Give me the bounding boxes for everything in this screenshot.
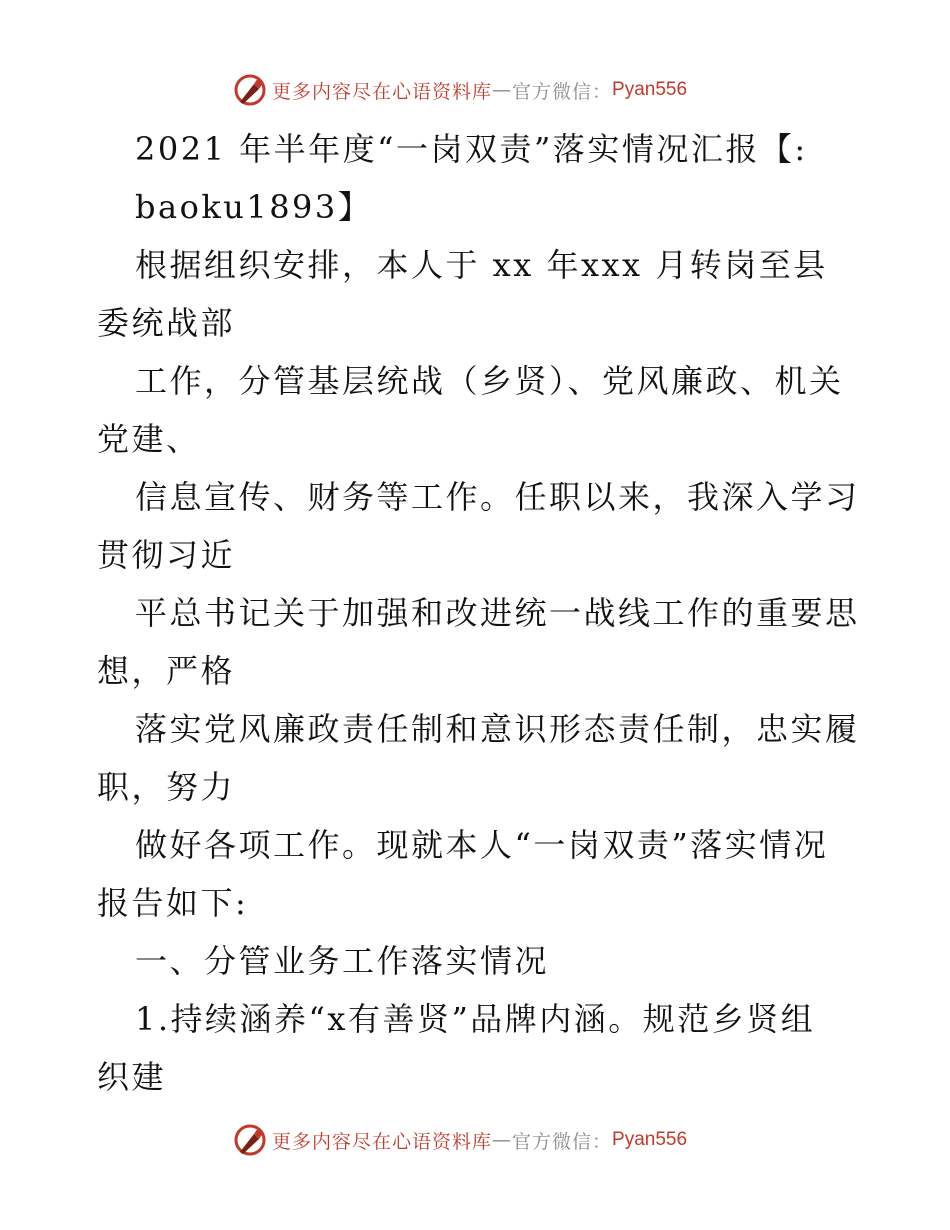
paragraph-wrap: 织建 [97,1058,167,1096]
header-watermark [232,70,687,110]
paragraph-5 [97,700,860,816]
document-title [97,120,857,236]
watermark-wechat-label: 官方微信： [512,1130,613,1153]
paragraph-6 [97,816,857,932]
paragraph-2 [97,352,857,468]
paragraph-wrap: 委统战部 [97,304,236,342]
paragraph-wrap: 党建、 [97,420,201,458]
paragraph-8 [97,990,857,1106]
paragraph-line: 根据组织安排，本人于 xx 年xxx 月转岗至县 [135,246,828,284]
paragraph-line: 落实党风廉政责任制和意识形态责任制，忠实履 [135,710,860,748]
paragraph-wrap: 职，努力 [97,768,236,806]
paragraph-1 [97,236,857,352]
paragraph-4 [97,584,860,700]
section-heading-text: 一、分管业务工作落实情况 [135,942,550,980]
paragraph-line: 工作，分管基层统战（乡贤）、党风廉政、机关 [135,362,844,400]
pen-nib-logo-icon [232,72,268,108]
watermark-dash: — [492,79,513,101]
paragraph-line: 做好各项工作。现就本人“一岗双责”落实情况 [135,826,829,864]
paragraph-wrap: 想，严格 [97,652,236,690]
paragraph-wrap: 报告如下: [97,884,249,922]
title-line-1: 2021 年半年度“一岗双责”落实情况汇报【: [135,130,808,168]
title-line-2: baoku1893】 [135,188,373,226]
paragraph-line: 平总书记关于加强和改进统一战线工作的重要思 [135,594,860,632]
footer-watermark [232,1120,687,1160]
paragraph-line: 1.持续涵养“x有善贤”品牌内涵。规范乡贤组 [135,1000,816,1038]
document-body [97,120,860,1106]
paragraph-wrap: 贯彻习近 [97,536,236,574]
watermark-handle: Pyan556 [612,1129,688,1150]
section-heading [97,932,857,990]
watermark-dash: — [492,1129,513,1151]
watermark-slogan: 更多内容尽在心语资料库 [272,1130,493,1153]
paragraph-3 [97,468,860,584]
watermark-slogan: 更多内容尽在心语资料库 [272,80,493,103]
pen-nib-logo-icon [232,1122,268,1158]
watermark-handle: Pyan556 [612,79,688,100]
watermark-wechat-label: 官方微信： [512,80,613,103]
paragraph-line: 信息宣传、财务等工作。任职以来，我深入学习 [135,478,860,516]
